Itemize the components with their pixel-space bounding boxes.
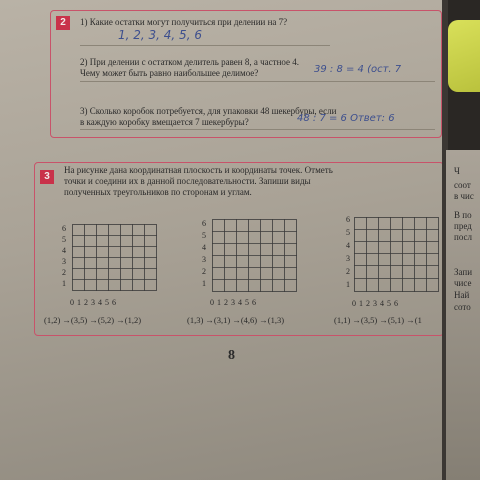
x-tick-labels: 0 1 2 3 4 5 6 xyxy=(210,298,257,307)
y-tick-label: 6 xyxy=(202,219,206,228)
y-tick-label: 4 xyxy=(202,243,206,252)
task2-question-3-line2: в каждую коробку вмещается 7 шекербуры? xyxy=(80,117,249,127)
y-tick-label: 5 xyxy=(346,228,350,237)
task3-text-line2: точки и соедини их в данной последовательности. Запиши виды xyxy=(64,176,311,186)
y-tick-label: 2 xyxy=(202,267,206,276)
grid-lines xyxy=(212,219,312,299)
y-tick-label: 6 xyxy=(346,215,350,224)
y-tick-label: 4 xyxy=(346,241,350,250)
task2-question-2-line1: 2) При делении с остатком делитель равен 8, а частное 4. xyxy=(80,57,299,67)
grid-lines xyxy=(354,217,454,299)
y-tick-label: 4 xyxy=(62,246,66,255)
answer-line xyxy=(80,129,435,130)
grid-3-points: (1,1) →(3,5) →(5,1) →(1 xyxy=(334,315,422,325)
y-tick-label: 6 xyxy=(62,224,66,233)
adjacent-text: Запи xyxy=(454,267,473,277)
task2-question-3-line1: 3) Сколько коробок потребуется, для упаковки 48 шекербуры, если xyxy=(80,106,337,116)
adjacent-text: чисе xyxy=(454,278,472,288)
adjacent-text: сото xyxy=(454,302,471,312)
y-tick-label: 2 xyxy=(62,268,66,277)
adjacent-text: в чис xyxy=(454,191,474,201)
x-tick-labels: 0 1 2 3 4 5 6 xyxy=(70,298,117,307)
grid-1-points: (1,2) →(3,5) →(5,2) →(1,2) xyxy=(44,315,142,325)
y-tick-label: 1 xyxy=(202,279,206,288)
y-tick-label: 5 xyxy=(62,235,66,244)
answer-line xyxy=(80,81,435,82)
yellow-object xyxy=(448,20,480,92)
y-tick-label: 3 xyxy=(62,257,66,266)
adjacent-text: Най xyxy=(454,290,470,300)
adjacent-page xyxy=(446,150,480,480)
adjacent-text: В по xyxy=(454,210,472,220)
page-number: 8 xyxy=(228,348,235,363)
task2-question-2-line2: Чему может быть равно наибольшее делимое? xyxy=(80,68,259,78)
task2-number-badge: 2 xyxy=(56,16,70,30)
y-tick-label: 3 xyxy=(346,254,350,263)
task3-number-badge: 3 xyxy=(40,170,54,184)
y-tick-label: 5 xyxy=(202,231,206,240)
task2-answer-1: 1, 2, 3, 4, 5, 6 xyxy=(118,28,202,42)
adjacent-text: Ч xyxy=(454,166,460,176)
answer-line xyxy=(80,45,330,46)
y-tick-label: 1 xyxy=(346,280,350,289)
adjacent-text: соот xyxy=(454,180,471,190)
task2-question-1: 1) Какие остатки могут получиться при делении на 7? xyxy=(80,17,288,27)
y-tick-label: 2 xyxy=(346,267,350,276)
y-tick-label: 1 xyxy=(62,279,66,288)
grid-lines xyxy=(72,224,172,294)
task2-answer-3: 48 : 7 = 6 Ответ: 6 xyxy=(297,113,395,124)
grid-2-points: (1,3) →(3,1) →(4,6) →(1,3) xyxy=(187,315,285,325)
task3-text-line1: На рисунке дана координатная плоскость и координаты точек. Отметь xyxy=(64,165,333,175)
adjacent-text: пред xyxy=(454,221,472,231)
task3-text-line3: полученных треугольников по сторонам и углам. xyxy=(64,187,252,197)
y-tick-label: 3 xyxy=(202,255,206,264)
task2-answer-2: 39 : 8 = 4 (ост. 7 xyxy=(314,64,402,75)
adjacent-text: посл xyxy=(454,232,473,242)
x-tick-labels: 0 1 2 3 4 5 6 xyxy=(352,299,399,308)
